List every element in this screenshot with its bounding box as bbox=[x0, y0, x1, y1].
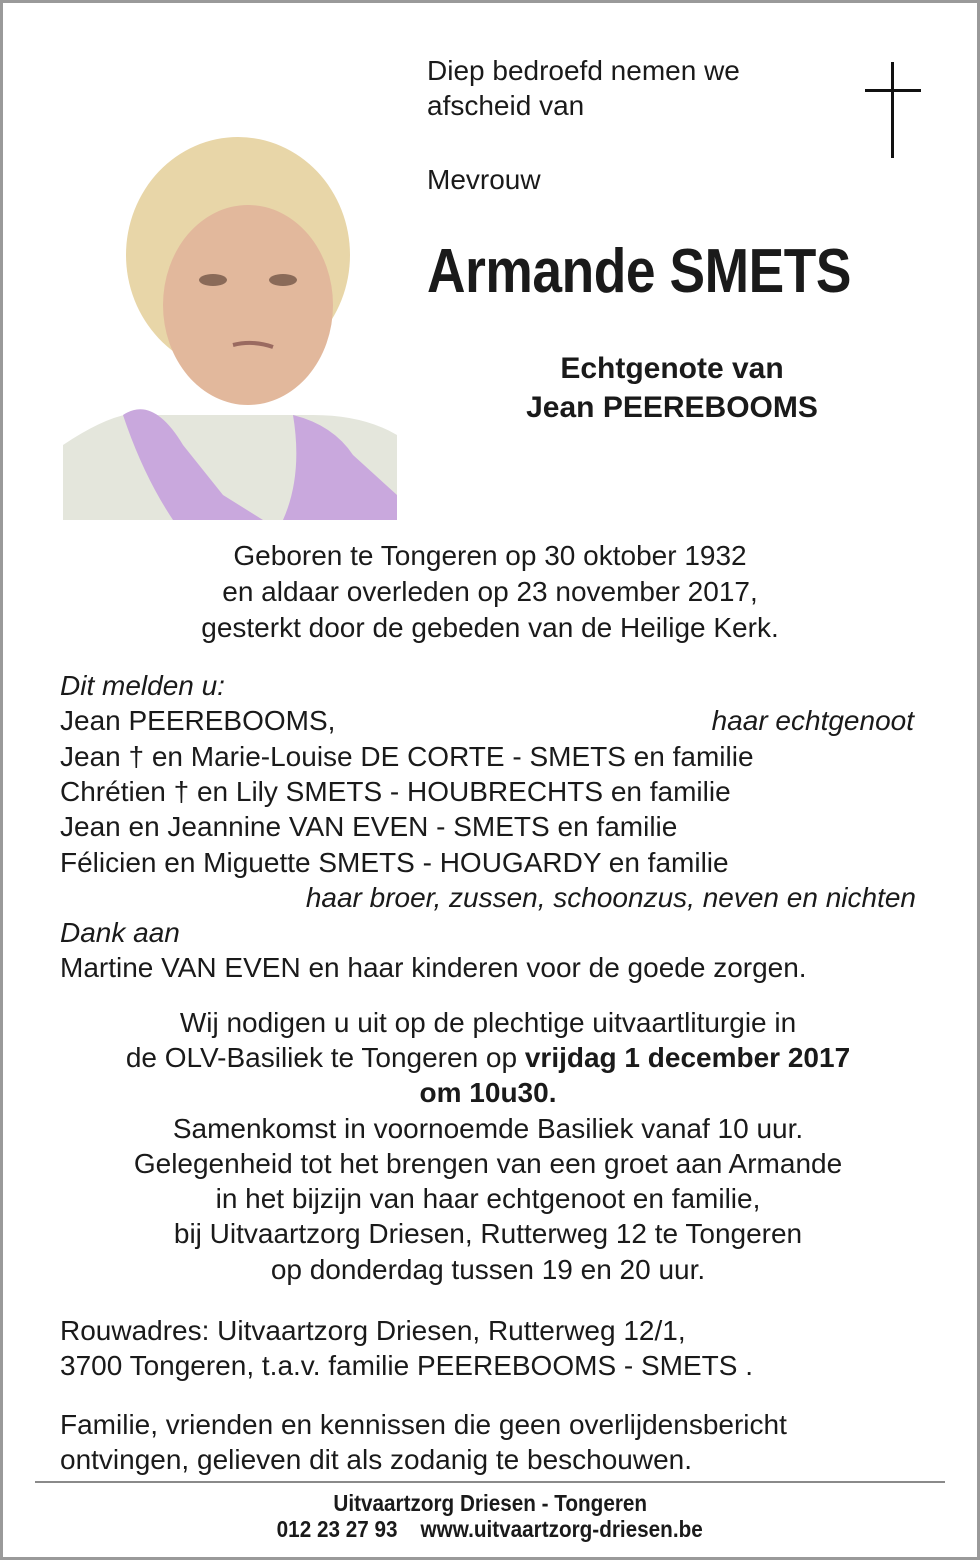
announce-spouse: Jean PEEREBOOMS, bbox=[60, 705, 336, 736]
funeral-line: op donderdag tussen 19 en 20 uur. bbox=[270, 1254, 706, 1285]
closing-line: Familie, vrienden en kennissen die geen overlijdensbericht bbox=[60, 1409, 787, 1440]
intro-line: afscheid van bbox=[427, 90, 585, 121]
address-line: 3700 Tongeren, t.a.v. familie PEEREBOOMS - SMETS . bbox=[60, 1350, 754, 1381]
footer-company-text: Uitvaartzorg Driesen - Tongeren bbox=[333, 1490, 647, 1516]
footer-phone: 012 23 27 93 bbox=[276, 1516, 398, 1542]
family-line: Jean † en Marie-Louise DE CORTE - SMETS en familie bbox=[60, 741, 754, 772]
family-line: Jean en Jeannine VAN EVEN - SMETS en familie bbox=[60, 811, 678, 842]
funeral-location: de OLV-Basiliek te Tongeren op bbox=[125, 1042, 525, 1073]
closing-line: ontvingen, gelieven dit als zodanig te beschouwen. bbox=[60, 1444, 692, 1475]
funeral-time: om 10u30. bbox=[419, 1077, 557, 1108]
intro-line: Diep bedroefd nemen we bbox=[427, 55, 740, 86]
divider bbox=[35, 1481, 945, 1483]
funeral-line: bij Uitvaartzorg Driesen, Rutterweg 12 te Tongeren bbox=[173, 1218, 803, 1249]
footer-company bbox=[0, 1490, 980, 1516]
birth-line: gesterkt door de gebeden van de Heilige Kerk. bbox=[201, 612, 779, 643]
footer-contact bbox=[0, 1516, 980, 1542]
announce-heading: Dit melden u: bbox=[60, 670, 225, 701]
family-line: Chrétien † en Lily SMETS - HOUBRECHTS en familie bbox=[60, 776, 731, 807]
birth-line: en aldaar overleden op 23 november 2017, bbox=[222, 576, 758, 607]
announce-spouse-role: haar echtgenoot bbox=[711, 705, 914, 736]
funeral-line: Gelegenheid tot het brengen van een groet aan Armande bbox=[133, 1148, 843, 1179]
funeral-line: in het bijzijn van haar echtgenoot en familie, bbox=[215, 1183, 761, 1214]
address-line: Rouwadres: Uitvaartzorg Driesen, Rutterweg 12/1, bbox=[60, 1315, 686, 1346]
family-role: haar broer, zussen, schoonzus, neven en nichten bbox=[305, 882, 916, 913]
portrait-photo bbox=[63, 115, 397, 520]
funeral-line: Wij nodigen u uit op de plechtige uitvaartliturgie in bbox=[179, 1007, 797, 1038]
thanks-heading: Dank aan bbox=[60, 917, 180, 948]
spouse-label: Echtgenote van bbox=[560, 352, 784, 385]
birth-line: Geboren te Tongeren op 30 oktober 1932 bbox=[233, 540, 747, 571]
deceased-name: Armande SMETS bbox=[427, 237, 852, 306]
thanks-text: Martine VAN EVEN en haar kinderen voor de goede zorgen. bbox=[60, 952, 807, 983]
funeral-line: Samenkomst in voornoemde Basiliek vanaf 10 uur. bbox=[172, 1113, 804, 1144]
cross-icon bbox=[865, 62, 921, 158]
family-line: Félicien en Miguette SMETS - HOUGARDY en familie bbox=[60, 847, 729, 878]
salutation: Mevrouw bbox=[427, 164, 541, 195]
funeral-date: vrijdag 1 december 2017 bbox=[524, 1042, 851, 1073]
footer-website[interactable]: www.uitvaartzorg-driesen.be bbox=[420, 1516, 704, 1542]
spouse-name: Jean PEEREBOOMS bbox=[526, 391, 818, 424]
funeral-line bbox=[0, 1041, 976, 1075]
